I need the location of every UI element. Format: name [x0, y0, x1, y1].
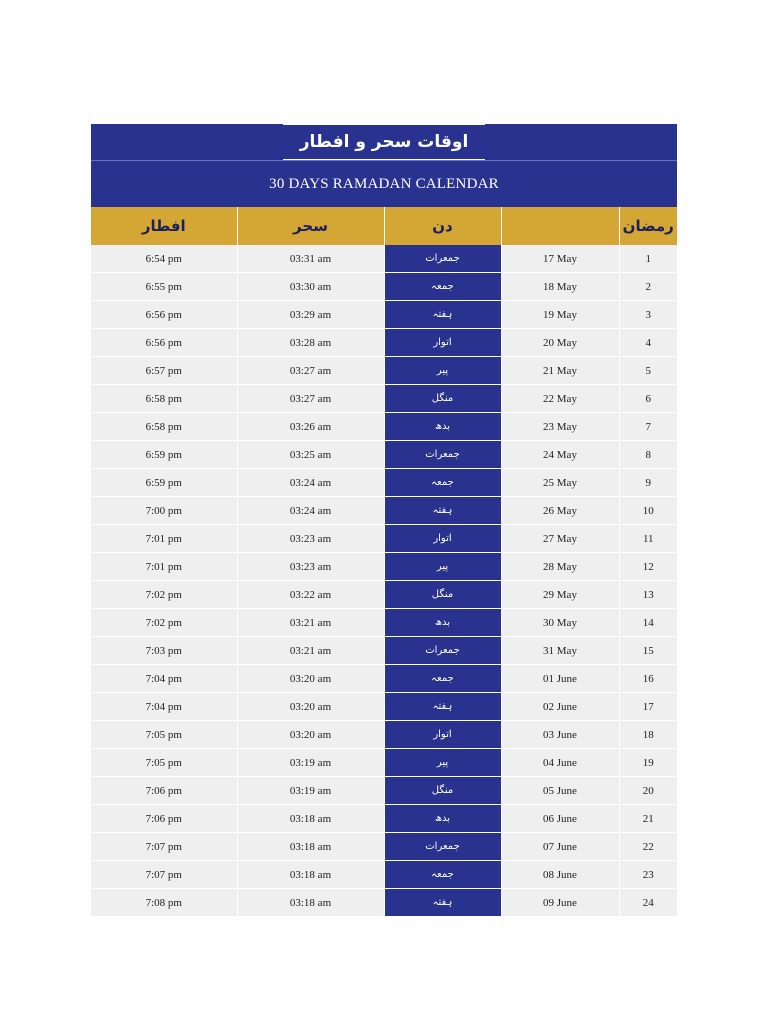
date-cell: 20 May — [501, 329, 619, 357]
iftar-time-cell: 6:56 pm — [91, 329, 237, 357]
table-row — [91, 441, 677, 469]
sehr-time-cell: 03:31 am — [237, 245, 384, 273]
ramadan-day-cell: 12 — [619, 553, 677, 581]
weekday-cell: اتوار — [384, 329, 501, 357]
ramadan-day-cell: 17 — [619, 693, 677, 721]
table-row — [91, 721, 677, 749]
sehr-time-cell: 03:24 am — [237, 497, 384, 525]
sehr-time-cell: 03:21 am — [237, 609, 384, 637]
sehr-time-cell: 03:21 am — [237, 637, 384, 665]
sehr-time-cell: 03:26 am — [237, 413, 384, 441]
ramadan-day-cell: 10 — [619, 497, 677, 525]
date-cell: 06 June — [501, 805, 619, 833]
weekday-cell: ہفتہ — [384, 497, 501, 525]
date-cell: 02 June — [501, 693, 619, 721]
iftar-time-cell: 6:56 pm — [91, 301, 237, 329]
header-iftar: افطار — [91, 207, 237, 245]
weekday-cell: بدھ — [384, 413, 501, 441]
date-cell: 05 June — [501, 777, 619, 805]
weekday-cell: جمعہ — [384, 469, 501, 497]
sehr-time-cell: 03:24 am — [237, 469, 384, 497]
sehr-time-cell: 03:18 am — [237, 861, 384, 889]
date-cell: 03 June — [501, 721, 619, 749]
ramadan-calendar — [91, 124, 677, 917]
iftar-time-cell: 7:07 pm — [91, 861, 237, 889]
iftar-time-cell: 6:54 pm — [91, 245, 237, 273]
date-cell: 18 May — [501, 273, 619, 301]
sehr-time-cell: 03:23 am — [237, 553, 384, 581]
date-cell: 27 May — [501, 525, 619, 553]
table-row — [91, 273, 677, 301]
ramadan-day-cell: 3 — [619, 301, 677, 329]
date-cell: 08 June — [501, 861, 619, 889]
date-cell: 24 May — [501, 441, 619, 469]
weekday-cell: ہفتہ — [384, 301, 501, 329]
ramadan-day-cell: 16 — [619, 665, 677, 693]
ramadan-day-cell: 22 — [619, 833, 677, 861]
sehr-time-cell: 03:20 am — [237, 693, 384, 721]
sehr-time-cell: 03:30 am — [237, 273, 384, 301]
timings-table — [91, 207, 677, 917]
weekday-cell: ہفتہ — [384, 693, 501, 721]
iftar-time-cell: 6:55 pm — [91, 273, 237, 301]
table-row — [91, 665, 677, 693]
ramadan-day-cell: 8 — [619, 441, 677, 469]
iftar-time-cell: 7:01 pm — [91, 553, 237, 581]
table-row — [91, 609, 677, 637]
ramadan-day-cell: 18 — [619, 721, 677, 749]
sehr-time-cell: 03:18 am — [237, 805, 384, 833]
weekday-cell: منگل — [384, 581, 501, 609]
weekday-cell: پیر — [384, 553, 501, 581]
sehr-time-cell: 03:25 am — [237, 441, 384, 469]
sehr-time-cell: 03:18 am — [237, 833, 384, 861]
date-cell: 19 May — [501, 301, 619, 329]
calendar-subtitle: 30 DAYS RAMADAN CALENDAR — [91, 160, 677, 207]
date-cell: 25 May — [501, 469, 619, 497]
table-row — [91, 889, 677, 917]
header-day: دن — [384, 207, 501, 245]
header-sehr: سحر — [237, 207, 384, 245]
date-cell: 30 May — [501, 609, 619, 637]
weekday-cell: جمعہ — [384, 861, 501, 889]
date-cell: 22 May — [501, 385, 619, 413]
date-cell: 28 May — [501, 553, 619, 581]
ramadan-day-cell: 15 — [619, 637, 677, 665]
ramadan-day-cell: 20 — [619, 777, 677, 805]
table-row — [91, 469, 677, 497]
iftar-time-cell: 7:01 pm — [91, 525, 237, 553]
weekday-cell: بدھ — [384, 805, 501, 833]
iftar-time-cell: 7:05 pm — [91, 721, 237, 749]
table-row — [91, 357, 677, 385]
weekday-cell: اتوار — [384, 525, 501, 553]
sehr-time-cell: 03:28 am — [237, 329, 384, 357]
ramadan-day-cell: 1 — [619, 245, 677, 273]
ramadan-day-cell: 6 — [619, 385, 677, 413]
weekday-cell: منگل — [384, 385, 501, 413]
iftar-time-cell: 7:06 pm — [91, 777, 237, 805]
date-cell: 26 May — [501, 497, 619, 525]
weekday-cell: منگل — [384, 777, 501, 805]
date-cell: 01 June — [501, 665, 619, 693]
sehr-time-cell: 03:29 am — [237, 301, 384, 329]
weekday-cell: جمعہ — [384, 273, 501, 301]
date-cell: 29 May — [501, 581, 619, 609]
iftar-time-cell: 7:07 pm — [91, 833, 237, 861]
table-row — [91, 693, 677, 721]
table-row — [91, 497, 677, 525]
weekday-cell: ہفتہ — [384, 889, 501, 917]
ramadan-day-cell: 21 — [619, 805, 677, 833]
weekday-cell: جمعہ — [384, 665, 501, 693]
table-row — [91, 525, 677, 553]
iftar-time-cell: 6:58 pm — [91, 413, 237, 441]
iftar-time-cell: 7:02 pm — [91, 609, 237, 637]
weekday-cell: پیر — [384, 749, 501, 777]
table-row — [91, 861, 677, 889]
table-row — [91, 749, 677, 777]
ramadan-day-cell: 14 — [619, 609, 677, 637]
header-row — [91, 207, 677, 245]
iftar-time-cell: 7:02 pm — [91, 581, 237, 609]
table-row — [91, 245, 677, 273]
ramadan-day-cell: 11 — [619, 525, 677, 553]
sehr-time-cell: 03:19 am — [237, 777, 384, 805]
date-cell: 31 May — [501, 637, 619, 665]
title-band — [91, 124, 677, 160]
date-cell: 04 June — [501, 749, 619, 777]
table-row — [91, 385, 677, 413]
table-row — [91, 301, 677, 329]
date-cell: 07 June — [501, 833, 619, 861]
weekday-cell: جمعرات — [384, 833, 501, 861]
ramadan-day-cell: 13 — [619, 581, 677, 609]
sehr-time-cell: 03:18 am — [237, 889, 384, 917]
sehr-time-cell: 03:27 am — [237, 385, 384, 413]
table-row — [91, 553, 677, 581]
ramadan-day-cell: 2 — [619, 273, 677, 301]
iftar-time-cell: 6:57 pm — [91, 357, 237, 385]
header-ramadan: رمضان — [619, 207, 677, 245]
iftar-time-cell: 7:00 pm — [91, 497, 237, 525]
weekday-cell: جمعرات — [384, 245, 501, 273]
sehr-time-cell: 03:23 am — [237, 525, 384, 553]
table-row — [91, 581, 677, 609]
iftar-time-cell: 7:04 pm — [91, 665, 237, 693]
iftar-time-cell: 7:05 pm — [91, 749, 237, 777]
sehr-time-cell: 03:20 am — [237, 665, 384, 693]
date-cell: 21 May — [501, 357, 619, 385]
table-row — [91, 637, 677, 665]
iftar-time-cell: 6:59 pm — [91, 441, 237, 469]
sehr-time-cell: 03:22 am — [237, 581, 384, 609]
iftar-time-cell: 7:04 pm — [91, 693, 237, 721]
sehr-time-cell: 03:20 am — [237, 721, 384, 749]
ramadan-day-cell: 23 — [619, 861, 677, 889]
sehr-time-cell: 03:19 am — [237, 749, 384, 777]
date-cell: 17 May — [501, 245, 619, 273]
iftar-time-cell: 6:59 pm — [91, 469, 237, 497]
table-row — [91, 833, 677, 861]
iftar-time-cell: 6:58 pm — [91, 385, 237, 413]
weekday-cell: بدھ — [384, 609, 501, 637]
ramadan-day-cell: 24 — [619, 889, 677, 917]
table-row — [91, 413, 677, 441]
date-cell: 09 June — [501, 889, 619, 917]
table-row — [91, 329, 677, 357]
table-row — [91, 777, 677, 805]
iftar-time-cell: 7:06 pm — [91, 805, 237, 833]
ramadan-day-cell: 19 — [619, 749, 677, 777]
table-row — [91, 805, 677, 833]
date-cell: 23 May — [501, 413, 619, 441]
ramadan-day-cell: 7 — [619, 413, 677, 441]
weekday-cell: جمعرات — [384, 637, 501, 665]
ramadan-day-cell: 9 — [619, 469, 677, 497]
weekday-cell: پیر — [384, 357, 501, 385]
page-title: اوقات سحر و افطار — [283, 124, 485, 160]
iftar-time-cell: 7:03 pm — [91, 637, 237, 665]
ramadan-day-cell: 4 — [619, 329, 677, 357]
weekday-cell: اتوار — [384, 721, 501, 749]
weekday-cell: جمعرات — [384, 441, 501, 469]
header-date — [501, 207, 619, 245]
sehr-time-cell: 03:27 am — [237, 357, 384, 385]
ramadan-day-cell: 5 — [619, 357, 677, 385]
iftar-time-cell: 7:08 pm — [91, 889, 237, 917]
